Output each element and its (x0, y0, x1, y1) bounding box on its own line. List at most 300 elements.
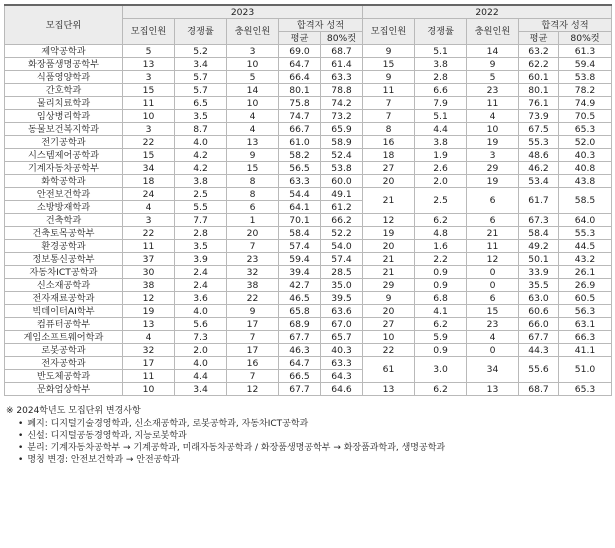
unit-name-cell: 화학공학과 (5, 175, 123, 188)
cell-2023: 30 (123, 266, 175, 279)
header-additional-2022: 충원인원 (467, 19, 519, 45)
table-row (5, 149, 612, 162)
cell-2023: 35.0 (321, 279, 363, 292)
cell-2022: 76.1 (519, 97, 559, 110)
unit-name-cell: 시스템제어공학과 (5, 149, 123, 162)
cell-2022: 60.5 (559, 292, 612, 305)
unit-name-cell: 전기공학과 (5, 136, 123, 149)
cell-2022: 6.2 (415, 383, 467, 396)
note-item: • 폐지: 디지털기술경영학과, 신소재공학과, 로봇공학과, 자동차ICT공학과 (18, 418, 611, 430)
cell-2023: 12 (123, 292, 175, 305)
cell-2022: 26.9 (559, 279, 612, 292)
unit-name-cell: 전자재료공학과 (5, 292, 123, 305)
table-body (5, 45, 612, 396)
cell-2022: 29 (467, 162, 519, 175)
cell-2022: 74.9 (559, 97, 612, 110)
cell-2022: 61.3 (559, 45, 612, 58)
cell-2022: 66.0 (519, 318, 559, 331)
cell-2023: 2.5 (175, 188, 227, 201)
cell-2022: 63.0 (519, 292, 559, 305)
cell-2022: 6.2 (415, 214, 467, 227)
cell-2022: 21 (467, 227, 519, 240)
cell-2023: 8.7 (175, 123, 227, 136)
cell-2022: 8 (363, 123, 415, 136)
cell-2022: 52.0 (559, 136, 612, 149)
unit-name-cell: 빅데이터AI학부 (5, 305, 123, 318)
cell-2023: 3.4 (175, 383, 227, 396)
cell-2022: 55.3 (559, 227, 612, 240)
cell-2023: 12 (227, 383, 279, 396)
cell-2023: 5.7 (175, 71, 227, 84)
cell-2023: 15 (123, 84, 175, 97)
merged-cell-2022: 58.5 (559, 188, 612, 214)
cell-2022: 19 (363, 227, 415, 240)
cell-2023: 4.2 (175, 162, 227, 175)
cell-2023: 67.7 (279, 383, 321, 396)
cell-2023: 67.7 (279, 331, 321, 344)
cell-2023: 4.2 (175, 149, 227, 162)
unit-name-cell: 소방방재학과 (5, 201, 123, 214)
cell-2023: 4.0 (175, 305, 227, 318)
cell-2022: 4 (467, 110, 519, 123)
cell-2022: 12 (467, 253, 519, 266)
cell-2022: 60.1 (519, 71, 559, 84)
cell-2023: 3.6 (175, 292, 227, 305)
cell-2023: 74.2 (321, 97, 363, 110)
table-row (5, 110, 612, 123)
cell-2023: 18 (123, 175, 175, 188)
cell-2023: 10 (227, 97, 279, 110)
cell-2023: 46.3 (279, 344, 321, 357)
cell-2022: 16 (363, 136, 415, 149)
cell-2022: 7.9 (415, 97, 467, 110)
cell-2023: 74.7 (279, 110, 321, 123)
table-row (5, 279, 612, 292)
cell-2023: 5 (123, 45, 175, 58)
cell-2023: 3 (227, 45, 279, 58)
cell-2022: 80.1 (519, 84, 559, 97)
cell-2022: 27 (363, 318, 415, 331)
cell-2022: 63.2 (519, 45, 559, 58)
table-row (5, 292, 612, 305)
cell-2022: 1.6 (415, 240, 467, 253)
cell-2023: 10 (123, 110, 175, 123)
cell-2022: 2.6 (415, 162, 467, 175)
unit-name-cell: 임상병리학과 (5, 110, 123, 123)
cell-2023: 34 (123, 162, 175, 175)
cell-2022: 13 (467, 383, 519, 396)
merged-cell-2022: 21 (363, 188, 415, 214)
cell-2023: 64.1 (279, 201, 321, 214)
merged-cell-2022: 55.6 (519, 357, 559, 383)
cell-2023: 65.9 (321, 123, 363, 136)
cell-2022: 59.4 (559, 58, 612, 71)
cell-2022: 33.9 (519, 266, 559, 279)
cell-2022: 70.5 (559, 110, 612, 123)
cell-2022: 7 (363, 110, 415, 123)
unit-name-cell: 환경공학과 (5, 240, 123, 253)
cell-2023: 24 (123, 188, 175, 201)
cell-2023: 75.8 (279, 97, 321, 110)
cell-2023: 7 (227, 370, 279, 383)
cell-2023: 19 (123, 305, 175, 318)
cell-2023: 38 (123, 279, 175, 292)
cell-2023: 73.2 (321, 110, 363, 123)
header-result-2022: 합격자 성적 (519, 19, 612, 32)
cell-2022: 68.7 (519, 383, 559, 396)
cell-2022: 4 (467, 331, 519, 344)
header-additional-2023: 충원인원 (227, 19, 279, 45)
unit-name-cell: 건축학과 (5, 214, 123, 227)
cell-2023: 5.5 (175, 201, 227, 214)
cell-2022: 0 (467, 279, 519, 292)
cell-2022: 12 (363, 214, 415, 227)
cell-2023: 58.4 (279, 227, 321, 240)
unit-name-cell: 동물보건복지학과 (5, 123, 123, 136)
cell-2023: 60.0 (321, 175, 363, 188)
cell-2023: 13 (227, 136, 279, 149)
unit-name-cell: 식품영양학과 (5, 71, 123, 84)
cell-2022: 44.3 (519, 344, 559, 357)
cell-2023: 46.5 (279, 292, 321, 305)
cell-2023: 54.4 (279, 188, 321, 201)
cell-2022: 23 (467, 84, 519, 97)
cell-2022: 4.4 (415, 123, 467, 136)
table-row (5, 123, 612, 136)
cell-2023: 13 (123, 58, 175, 71)
cell-2023: 15 (123, 149, 175, 162)
cell-2023: 63.6 (321, 305, 363, 318)
cell-2022: 65.3 (559, 383, 612, 396)
cell-2022: 40.3 (559, 149, 612, 162)
cell-2023: 69.0 (279, 45, 321, 58)
cell-2022: 3.8 (415, 58, 467, 71)
header-competition-2023: 경쟁률 (175, 19, 227, 45)
cell-2023: 56.5 (279, 162, 321, 175)
cell-2023: 2.0 (175, 344, 227, 357)
cell-2023: 1 (227, 214, 279, 227)
unit-name-cell: 자동차ICT공학과 (5, 266, 123, 279)
cell-2022: 60.6 (519, 305, 559, 318)
cell-2023: 20 (227, 227, 279, 240)
cell-2023: 63.3 (279, 175, 321, 188)
cell-2023: 64.7 (279, 58, 321, 71)
cell-2022: 67.5 (519, 123, 559, 136)
cell-2023: 3 (123, 214, 175, 227)
header-average-2022: 평균 (519, 32, 559, 45)
merged-cell-2022: 3.0 (415, 357, 467, 383)
table-row (5, 188, 612, 201)
header-unit: 모집단위 (5, 5, 123, 45)
cell-2023: 57.4 (279, 240, 321, 253)
cell-2023: 66.5 (279, 370, 321, 383)
cell-2023: 40.3 (321, 344, 363, 357)
cell-2022: 58.4 (519, 227, 559, 240)
unit-name-cell: 반도체공학과 (5, 370, 123, 383)
cell-2022: 0.9 (415, 279, 467, 292)
unit-name-cell: 컴퓨터공학부 (5, 318, 123, 331)
cell-2023: 3.9 (175, 253, 227, 266)
merged-cell-2022: 34 (467, 357, 519, 383)
cell-2022: 0 (467, 344, 519, 357)
cell-2023: 58.9 (321, 136, 363, 149)
cell-2022: 4.1 (415, 305, 467, 318)
cell-2023: 4 (227, 110, 279, 123)
cell-2022: 67.3 (519, 214, 559, 227)
cell-2022: 9 (363, 292, 415, 305)
cell-2022: 20 (363, 175, 415, 188)
cell-2023: 10 (123, 383, 175, 396)
cell-2022: 6.2 (415, 318, 467, 331)
header-year-2022: 2022 (363, 5, 612, 19)
table-row (5, 84, 612, 97)
table-row (5, 227, 612, 240)
header-quota-2022: 모집인원 (363, 19, 415, 45)
unit-name-cell: 기계자동차공학부 (5, 162, 123, 175)
cell-2023: 2.8 (175, 227, 227, 240)
cell-2022: 5 (467, 71, 519, 84)
cell-2022: 26.1 (559, 266, 612, 279)
cell-2022: 23 (467, 318, 519, 331)
cell-2023: 58.2 (279, 149, 321, 162)
cell-2022: 10 (363, 331, 415, 344)
table-row (5, 162, 612, 175)
cell-2023: 59.4 (279, 253, 321, 266)
header-year-2023: 2023 (123, 5, 363, 19)
cell-2022: 9 (363, 45, 415, 58)
cell-2022: 3.8 (415, 136, 467, 149)
cell-2022: 9 (363, 71, 415, 84)
cell-2022: 44.5 (559, 240, 612, 253)
cell-2023: 3 (123, 123, 175, 136)
cell-2022: 20 (363, 305, 415, 318)
cell-2023: 65.8 (279, 305, 321, 318)
admissions-table (4, 4, 612, 396)
cell-2023: 10 (227, 58, 279, 71)
unit-name-cell: 제약공학과 (5, 45, 123, 58)
cell-2022: 2.8 (415, 71, 467, 84)
cell-2023: 3.5 (175, 240, 227, 253)
cell-2023: 52.2 (321, 227, 363, 240)
cell-2022: 10 (467, 123, 519, 136)
unit-name-cell: 안전보건학과 (5, 188, 123, 201)
cell-2022: 21 (363, 253, 415, 266)
cell-2023: 42.7 (279, 279, 321, 292)
cell-2022: 66.3 (559, 331, 612, 344)
cell-2022: 9 (467, 58, 519, 71)
cell-2022: 20 (363, 240, 415, 253)
cell-2023: 4.4 (175, 370, 227, 383)
cell-2023: 6 (227, 201, 279, 214)
cell-2023: 54.0 (321, 240, 363, 253)
cell-2022: 63.1 (559, 318, 612, 331)
cell-2022: 41.1 (559, 344, 612, 357)
cell-2023: 61.0 (279, 136, 321, 149)
cell-2023: 7 (227, 331, 279, 344)
merged-cell-2022: 2.5 (415, 188, 467, 214)
cell-2023: 3.4 (175, 58, 227, 71)
cell-2023: 64.3 (321, 370, 363, 383)
merged-cell-2022: 51.0 (559, 357, 612, 383)
cell-2022: 19 (467, 175, 519, 188)
cell-2023: 64.7 (279, 357, 321, 370)
cell-2023: 32 (227, 266, 279, 279)
cell-2022: 0.9 (415, 266, 467, 279)
cell-2023: 4.0 (175, 136, 227, 149)
cell-2023: 63.3 (321, 71, 363, 84)
change-notes (4, 405, 611, 466)
unit-name-cell: 화장품생명공학부 (5, 58, 123, 71)
cell-2023: 49.1 (321, 188, 363, 201)
cell-2023: 9 (227, 305, 279, 318)
cell-2023: 70.1 (279, 214, 321, 227)
cell-2023: 17 (227, 344, 279, 357)
cell-2022: 73.9 (519, 110, 559, 123)
unit-name-cell: 건축토목공학부 (5, 227, 123, 240)
cell-2022: 48.6 (519, 149, 559, 162)
cell-2023: 16 (227, 357, 279, 370)
cell-2023: 13 (123, 318, 175, 331)
cell-2023: 4 (123, 331, 175, 344)
table-row (5, 71, 612, 84)
cell-2023: 61.4 (321, 58, 363, 71)
cell-2022: 46.2 (519, 162, 559, 175)
cell-2022: 4.8 (415, 227, 467, 240)
table-row (5, 136, 612, 149)
header-quota-2023: 모집인원 (123, 19, 175, 45)
cell-2022: 53.8 (559, 71, 612, 84)
cell-2022: 0.9 (415, 344, 467, 357)
cell-2023: 2.4 (175, 279, 227, 292)
cell-2022: 43.2 (559, 253, 612, 266)
table-row (5, 318, 612, 331)
cell-2023: 52.4 (321, 149, 363, 162)
header-cut80-2022: 80%컷 (559, 32, 612, 45)
cell-2022: 14 (467, 45, 519, 58)
cell-2023: 14 (227, 84, 279, 97)
cell-2023: 2.4 (175, 266, 227, 279)
table-row (5, 383, 612, 396)
header-competition-2022: 경쟁률 (415, 19, 467, 45)
cell-2023: 68.9 (279, 318, 321, 331)
cell-2023: 38 (227, 279, 279, 292)
table-row (5, 214, 612, 227)
cell-2023: 8 (227, 175, 279, 188)
cell-2023: 22 (123, 227, 175, 240)
table-row (5, 344, 612, 357)
cell-2022: 56.3 (559, 305, 612, 318)
table-row (5, 266, 612, 279)
cell-2023: 65.7 (321, 331, 363, 344)
note-item: • 분리: 기계자동차공학부 → 기계공학과, 미래자동차공학과 / 화장품생명공학부 → 화장품과학과, 생명공학과 (18, 442, 611, 454)
cell-2022: 35.5 (519, 279, 559, 292)
cell-2023: 9 (227, 149, 279, 162)
table-row (5, 253, 612, 266)
unit-name-cell: 전자공학과 (5, 357, 123, 370)
cell-2023: 63.3 (321, 357, 363, 370)
cell-2022: 64.0 (559, 214, 612, 227)
cell-2022: 40.8 (559, 162, 612, 175)
table-row (5, 97, 612, 110)
cell-2023: 64.6 (321, 383, 363, 396)
cell-2023: 4 (227, 123, 279, 136)
cell-2022: 65.3 (559, 123, 612, 136)
cell-2023: 15 (227, 162, 279, 175)
notes-heading: ※ 2024학년도 모집단위 변경사항 (6, 406, 141, 416)
cell-2023: 66.7 (279, 123, 321, 136)
cell-2022: 78.2 (559, 84, 612, 97)
header-cut80-2023: 80%컷 (321, 32, 363, 45)
cell-2022: 22 (363, 344, 415, 357)
cell-2022: 5.1 (415, 110, 467, 123)
unit-name-cell: 문화엄상학부 (5, 383, 123, 396)
cell-2022: 6.6 (415, 84, 467, 97)
cell-2022: 62.2 (519, 58, 559, 71)
cell-2023: 7 (227, 240, 279, 253)
unit-name-cell: 간호학과 (5, 84, 123, 97)
cell-2023: 11 (123, 370, 175, 383)
header-result-2023: 합격자 성적 (279, 19, 363, 32)
cell-2022: 5.1 (415, 45, 467, 58)
table-row (5, 305, 612, 318)
cell-2023: 39.5 (321, 292, 363, 305)
notes-list (6, 418, 611, 466)
cell-2022: 55.3 (519, 136, 559, 149)
cell-2022: 53.4 (519, 175, 559, 188)
cell-2022: 13 (363, 383, 415, 396)
cell-2023: 61.2 (321, 201, 363, 214)
cell-2023: 68.7 (321, 45, 363, 58)
cell-2022: 5.9 (415, 331, 467, 344)
header-average-2023: 평균 (279, 32, 321, 45)
unit-name-cell: 로봇공학과 (5, 344, 123, 357)
cell-2022: 18 (363, 149, 415, 162)
cell-2022: 15 (363, 58, 415, 71)
table-row (5, 45, 612, 58)
cell-2023: 3.5 (175, 110, 227, 123)
cell-2022: 3 (467, 149, 519, 162)
cell-2022: 2.0 (415, 175, 467, 188)
cell-2023: 23 (227, 253, 279, 266)
cell-2022: 29 (363, 279, 415, 292)
note-item: • 신설: 디지털공동경영학과, 지능로봇학과 (18, 430, 611, 442)
cell-2022: 50.1 (519, 253, 559, 266)
cell-2022: 19 (467, 136, 519, 149)
cell-2022: 49.2 (519, 240, 559, 253)
cell-2023: 3 (123, 71, 175, 84)
unit-name-cell: 정보통신공학부 (5, 253, 123, 266)
cell-2023: 5.2 (175, 45, 227, 58)
cell-2022: 67.7 (519, 331, 559, 344)
note-item: • 명칭 변경: 안전보건학과 → 안전공학과 (18, 454, 611, 466)
cell-2023: 78.8 (321, 84, 363, 97)
cell-2023: 80.1 (279, 84, 321, 97)
cell-2023: 22 (227, 292, 279, 305)
merged-cell-2022: 61.7 (519, 188, 559, 214)
table-row (5, 331, 612, 344)
cell-2022: 6 (467, 292, 519, 305)
cell-2023: 17 (227, 318, 279, 331)
cell-2023: 11 (123, 97, 175, 110)
cell-2023: 5 (227, 71, 279, 84)
unit-name-cell: 신소재공학과 (5, 279, 123, 292)
cell-2022: 27 (363, 162, 415, 175)
cell-2023: 66.4 (279, 71, 321, 84)
cell-2023: 32 (123, 344, 175, 357)
cell-2023: 8 (227, 188, 279, 201)
cell-2023: 37 (123, 253, 175, 266)
merged-cell-2022: 61 (363, 357, 415, 383)
